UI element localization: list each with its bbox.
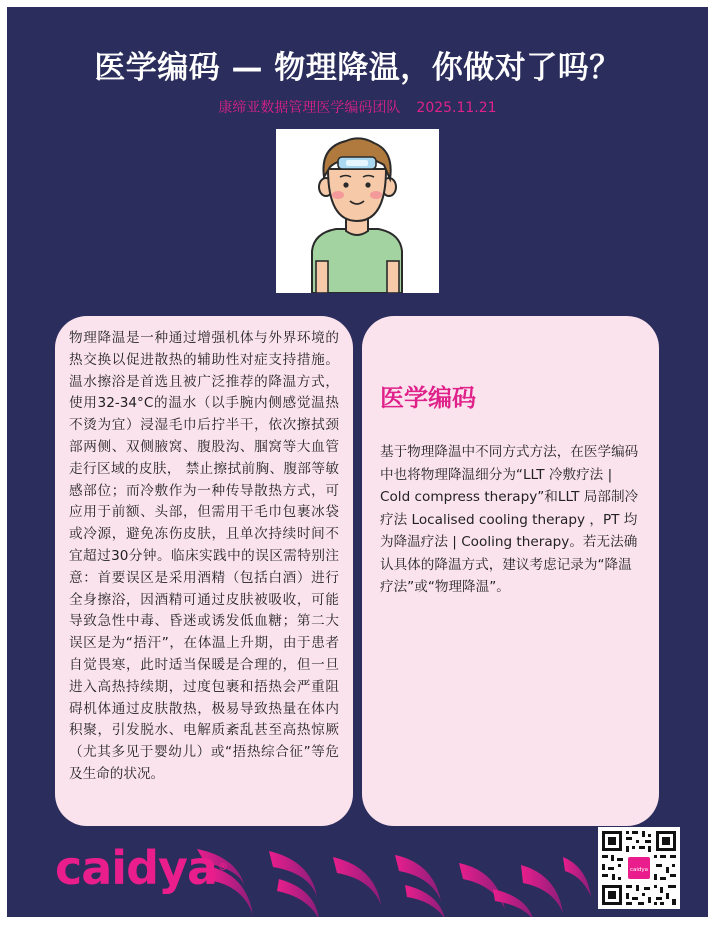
qr-code-icon [598,827,680,909]
boy-with-cooling-patch-icon [276,129,439,293]
team-name: 康缔亚数据管理医学编码团队 [218,100,401,116]
poster [7,7,708,917]
medical-coding-text: 基于物理降温中不同方式方法，在医学编码中也将物理降温细分为“LLT 冷敷疗法 | Cold compress therapy”和LLT 局部制冷疗法 Localised cooling therapy ，PT 均为降温疗法 | Cooling therapy。若无法确认具体的降温方式，建议考虑记录为“降温疗法”或“物理降温”。 [380,444,639,595]
fever-boy-illustration [276,129,439,293]
logo-text: caidya [55,841,218,895]
registered-mark: ® [218,862,228,873]
subtitle [7,97,708,117]
description-text: 物理降温是一种通过增强机体与外界环境的热交换以促进散热的辅助性对症支持措施。温水擦浴是首选且被广泛推荐的降温方式，使用32-34°C的温水（以手腕内侧感觉温热不烫为宜）浸湿毛巾后拧半干，依次擦拭颈部两侧、双侧腋窝、腹股沟、腘窝等大血管走行区域的皮肤， 禁止擦拭前胸、腹部等敏感部位；而冷敷作为一种传导散热方式，可应用于前额、头部，但需用干毛巾包裹冰袋或冷源，避免冻伤皮肤，且单次持续时间不宜超过30分钟。临床实践中的误区需特别注意：首要误区是采用酒精（包括白酒）进行全身擦浴，因酒精可通过皮肤被吸收，可能导致急性中毒、昏迷或诱发低血糖；第二大误区是为“捂汗”，在体温上升期，由于患者自觉畏寒，此时适当保暖是合理的，但一旦进入高热持续期，过度包裹和捂热会严重阻碍机体通过皮肤散热，极易导致热量在体内积聚，引发脱水、电解质紊乱甚至高热惊厥（尤其多见于婴幼儿）或“捂热综合征”等危及生命的状况。 [69,330,339,782]
page-title: 医学编码 — 物理降温，你做对了吗？ [94,50,621,86]
description-card [55,316,353,826]
medical-coding-heading: 医学编码 [380,384,476,412]
caidya-logo [55,843,227,893]
medical-coding-card [362,316,659,826]
qr-code[interactable] [598,827,680,909]
publish-date: 2025.11.21 [416,100,497,116]
qr-logo-text: caidya [629,867,649,873]
